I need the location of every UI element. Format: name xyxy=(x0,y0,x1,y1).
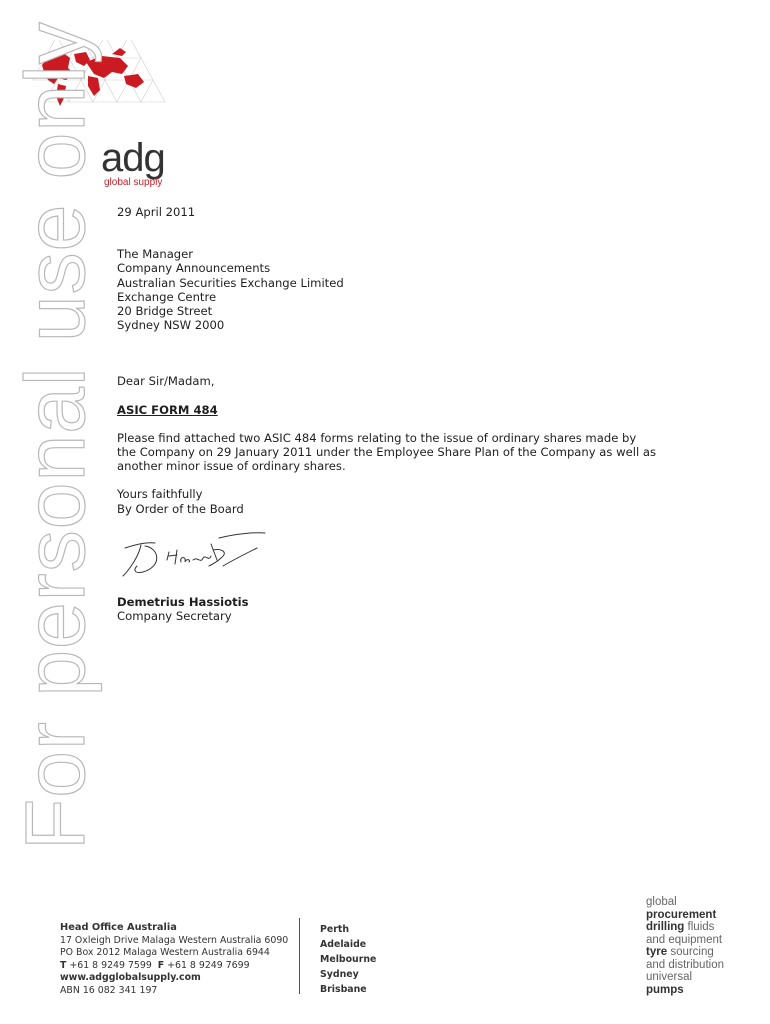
logo-wordmark: adg xyxy=(101,136,165,180)
head-office-details xyxy=(60,922,295,998)
service-item xyxy=(646,896,756,921)
service-light: and distribution xyxy=(646,958,724,971)
handwritten-signature xyxy=(117,530,267,582)
city-item: Sydney xyxy=(320,969,359,980)
footer-heading: Head Office Australia xyxy=(60,922,177,933)
recipient-address xyxy=(117,247,657,332)
address-line: Company Announcements xyxy=(117,261,271,276)
letter-body xyxy=(117,205,657,516)
city-item: Brisbane xyxy=(320,984,367,995)
service-bold: pumps xyxy=(646,983,684,996)
office-cities xyxy=(320,922,376,997)
signer-name: Demetrius Hassiotis xyxy=(117,595,249,609)
abn: ABN 16 082 341 197 xyxy=(60,984,158,996)
service-bold: tyre xyxy=(646,946,668,958)
address-line: The Manager xyxy=(117,247,194,262)
city-item: Melbourne xyxy=(320,954,377,965)
closing-block xyxy=(117,487,657,515)
closing-by-order: By Order of the Board xyxy=(117,501,244,516)
service-light: and equipment xyxy=(646,933,723,946)
fax-number: +61 8 9249 7699 xyxy=(167,959,250,971)
service-bold: drilling xyxy=(646,921,685,933)
letter-date: 29 April 2011 xyxy=(117,205,196,219)
salutation: Dear Sir/Madam, xyxy=(117,374,215,389)
personal-use-watermark: For personal use only xyxy=(8,21,102,850)
fax-label: F xyxy=(157,959,165,971)
footer-divider xyxy=(299,918,300,994)
service-light: sourcing xyxy=(670,946,714,958)
service-light: fluids xyxy=(687,921,715,933)
service-item xyxy=(646,971,756,996)
city-item: Perth xyxy=(320,924,350,935)
website-link[interactable]: www.adgglobalsupply.com xyxy=(60,972,201,984)
service-item xyxy=(646,921,756,946)
address-line: Australian Securities Exchange Limited xyxy=(117,275,344,290)
address-line: Sydney NSW 2000 xyxy=(117,318,225,333)
service-bold: procurement xyxy=(646,908,717,921)
service-light: universal xyxy=(646,971,693,983)
service-list xyxy=(646,896,756,996)
address-line: Exchange Centre xyxy=(117,289,217,304)
signer-title: Company Secretary xyxy=(117,609,232,624)
closing: Yours faithfully xyxy=(117,487,203,502)
service-item xyxy=(646,946,756,971)
phone-label: T xyxy=(60,959,67,971)
service-light: global xyxy=(646,896,677,908)
footer-address-po: PO Box 2012 Malaga Western Australia 6944 xyxy=(60,947,270,959)
footer-address-street: 17 Oxleigh Drive Malaga Western Australia 6090 xyxy=(60,934,289,946)
footer-contact-line xyxy=(60,960,295,973)
subject-line: ASIC FORM 484 xyxy=(117,402,218,417)
phone-number: +61 8 9249 7599 xyxy=(69,959,152,971)
city-item: Adelaide xyxy=(320,939,367,950)
signer-block xyxy=(117,595,249,623)
address-line: 20 Bridge Street xyxy=(117,304,213,319)
logo-subtitle: global supply xyxy=(104,177,163,188)
body-paragraph: Please find attached two ASIC 484 forms relating to the issue of ordinary shares made by the Company on 29 January 2011 under the Employee Share Plan of the Company as well as another minor issue of ordinary shares. xyxy=(117,430,657,474)
